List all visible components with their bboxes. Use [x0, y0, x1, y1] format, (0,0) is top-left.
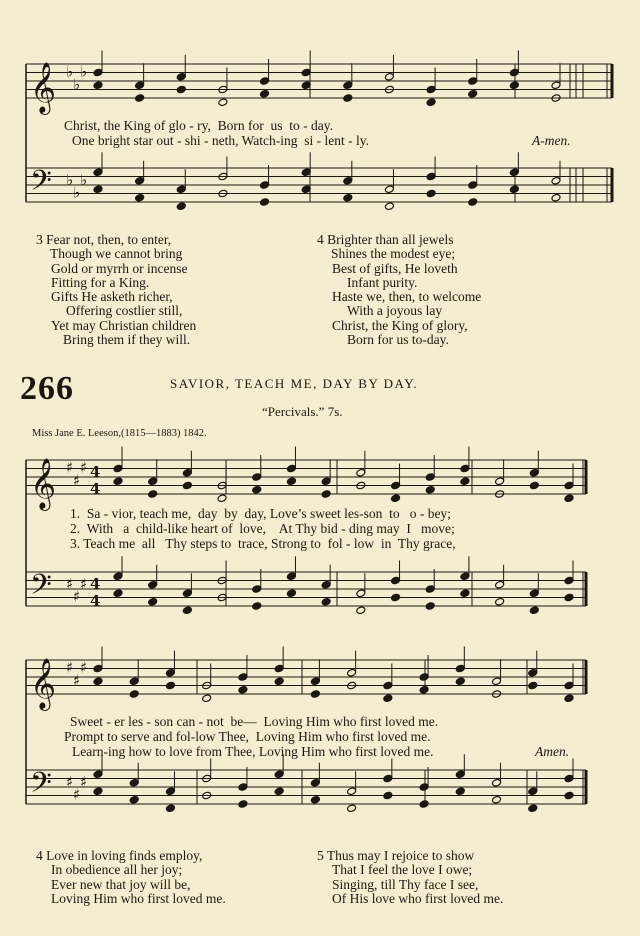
- note-head: [310, 795, 320, 804]
- system3-lyric-line-2: Prompt to serve and fol-low Thee, Loving Him who first loved me.: [64, 729, 431, 744]
- note-head: [113, 464, 123, 473]
- hymn-number: 266: [20, 370, 74, 407]
- hymn-author: Miss Jane E. Leeson,(1815—1883) 1842.: [32, 428, 207, 439]
- note-head: [509, 185, 519, 194]
- note-head: [165, 787, 175, 796]
- verse-line: Born for us to-day.: [347, 332, 449, 348]
- verse-number: 5: [317, 848, 324, 863]
- note-head: [93, 68, 103, 77]
- note-head: [509, 68, 519, 77]
- note-head: [321, 580, 331, 589]
- note-head: [310, 690, 320, 699]
- note-head: [93, 81, 103, 90]
- verse-line: Thus may I rejoice to show: [326, 848, 475, 863]
- note-head: [260, 181, 270, 190]
- verse-line: Ever new that joy will be,: [51, 876, 191, 892]
- verse-bottom-5: [317, 849, 503, 906]
- note-head: [460, 464, 470, 473]
- verse-line: That I feel the love I owe;: [332, 862, 473, 878]
- note-head: [551, 81, 561, 90]
- note-head: [384, 185, 394, 194]
- note-head: [391, 576, 401, 585]
- note-head: [347, 787, 357, 796]
- note-head: [384, 72, 394, 81]
- note-head: [468, 89, 478, 98]
- note-head: [419, 685, 429, 694]
- key-signature-icon: ♯: [66, 458, 74, 477]
- note-head: [252, 602, 262, 611]
- note-head: [551, 193, 561, 202]
- note-head: [93, 168, 103, 177]
- note-head: [419, 800, 429, 809]
- note-head: [460, 572, 470, 581]
- key-signature-icon: ♯: [66, 658, 74, 677]
- note-head: [148, 477, 158, 486]
- system3-lyric-line-3: Learn-ing how to love from Thee, Loving Him who first loved me.: [72, 744, 434, 759]
- note-head: [383, 681, 393, 690]
- note-head: [460, 477, 470, 486]
- time-signature: 4: [90, 575, 101, 593]
- note-head: [529, 468, 539, 477]
- key-signature-icon: ♭: [80, 62, 88, 81]
- note-head: [165, 681, 175, 690]
- verse-line: Fear not, then, to enter,: [46, 232, 172, 247]
- key-signature-icon: ♭: [66, 170, 74, 189]
- note-head: [182, 468, 192, 477]
- verse-line: Love in loving finds employ,: [46, 848, 203, 863]
- note-head: [529, 481, 539, 490]
- note-head: [492, 677, 502, 686]
- note-head: [286, 589, 296, 598]
- note-head: [347, 804, 357, 813]
- note-head: [321, 490, 331, 499]
- system1-lyric-line-2: One bright star out - shi - neth, Watch-ing si - lent - ly.: [72, 133, 369, 148]
- note-head: [176, 185, 186, 194]
- time-signature: 4: [90, 463, 101, 481]
- note-head: [356, 468, 366, 477]
- note-head: [468, 198, 478, 207]
- note-head: [129, 677, 139, 686]
- verse-line: Gold or myrrh or incense: [51, 260, 188, 276]
- note-head: [468, 77, 478, 86]
- note-head: [391, 481, 401, 490]
- note-head: [425, 473, 435, 482]
- note-head: [252, 473, 262, 482]
- note-head: [564, 494, 574, 503]
- key-signature-icon: ♯: [80, 658, 88, 677]
- note-head: [347, 668, 357, 677]
- note-head: [564, 576, 574, 585]
- note-head: [148, 580, 158, 589]
- note-head: [528, 804, 538, 813]
- bass-clef-icon: 𝄢: [30, 766, 52, 807]
- note-head: [343, 81, 353, 90]
- note-head: [343, 176, 353, 185]
- note-head: [135, 176, 145, 185]
- note-head: [495, 597, 505, 606]
- note-head: [113, 477, 123, 486]
- note-head: [455, 677, 465, 686]
- note-head: [528, 668, 538, 677]
- system2-lyric-line-2: 2. With a child-like heart of love, At Thy bid - ding may I move;: [70, 521, 455, 536]
- note-head: [182, 589, 192, 598]
- note-head: [176, 202, 186, 211]
- key-signature-icon: ♯: [80, 574, 88, 593]
- key-signature-icon: ♭: [73, 75, 81, 94]
- note-head: [383, 791, 393, 800]
- note-head: [419, 673, 429, 682]
- note-head: [182, 481, 192, 490]
- treble-clef-icon: 𝄞: [30, 62, 57, 113]
- verse-bottom-4: [36, 849, 226, 906]
- key-signature-icon: ♯: [66, 772, 74, 791]
- verse-line: Loving Him who first loved me.: [51, 890, 226, 906]
- note-head: [148, 490, 158, 499]
- verse-line: Yet may Christian children: [51, 317, 197, 333]
- key-signature-icon: ♯: [73, 471, 81, 490]
- treble-clef-icon: 𝄞: [30, 458, 57, 509]
- note-head: [492, 778, 502, 787]
- note-head: [252, 485, 262, 494]
- note-head: [509, 168, 519, 177]
- note-head: [455, 664, 465, 673]
- note-head: [528, 681, 538, 690]
- note-head: [135, 193, 145, 202]
- system1-amen: A-men.: [532, 133, 571, 148]
- note-head: [218, 98, 228, 107]
- note-head: [217, 494, 227, 503]
- key-signature-icon: ♯: [73, 785, 81, 804]
- system1-lyric-line-1: Christ, the King of glo - ry, Born for us to - day.: [64, 118, 333, 133]
- note-head: [426, 172, 436, 181]
- bass-clef-icon: 𝄢: [30, 164, 52, 205]
- key-signature-icon: ♭: [73, 183, 81, 202]
- note-head: [564, 694, 574, 703]
- note-head: [238, 800, 248, 809]
- key-signature-icon: ♯: [66, 574, 74, 593]
- verse-number: 3: [36, 232, 43, 247]
- note-head: [468, 181, 478, 190]
- note-head: [165, 668, 175, 677]
- note-head: [383, 694, 393, 703]
- hymn-title: SAVIOR, TEACH ME, DAY BY DAY.: [170, 376, 419, 391]
- note-head: [93, 787, 103, 796]
- note-head: [286, 572, 296, 581]
- note-head: [383, 774, 393, 783]
- note-head: [551, 176, 561, 185]
- note-head: [343, 193, 353, 202]
- time-signature: 4: [90, 592, 101, 610]
- verse-line: Singing, till Thy face I see,: [332, 876, 479, 892]
- note-head: [564, 593, 574, 602]
- note-head: [260, 89, 270, 98]
- verse-number: 4: [317, 232, 324, 247]
- note-head: [93, 677, 103, 686]
- note-head: [113, 589, 123, 598]
- verse-line: Gifts He asketh richer,: [51, 289, 173, 305]
- verse-line: Haste we, then, to welcome: [332, 289, 482, 305]
- note-head: [202, 694, 212, 703]
- note-head: [384, 202, 394, 211]
- note-head: [176, 72, 186, 81]
- note-head: [252, 585, 262, 594]
- note-head: [564, 774, 574, 783]
- note-head: [113, 572, 123, 581]
- note-head: [286, 464, 296, 473]
- note-head: [176, 85, 186, 94]
- note-head: [425, 485, 435, 494]
- note-head: [356, 606, 366, 615]
- note-head: [455, 787, 465, 796]
- verse-top-4: [317, 233, 481, 347]
- note-head: [274, 677, 284, 686]
- note-head: [425, 602, 435, 611]
- verse-top-3: [36, 233, 196, 347]
- verse-line: Though we cannot bring: [50, 246, 183, 262]
- note-head: [425, 585, 435, 594]
- note-head: [238, 783, 248, 792]
- key-signature-icon: ♭: [80, 170, 88, 189]
- system2-lyric-line-3: 3. Teach me all Thy steps to trace, Strong to fol - low in Thy grace,: [70, 536, 456, 551]
- note-head: [165, 804, 175, 813]
- note-head: [93, 185, 103, 194]
- note-head: [260, 77, 270, 86]
- note-head: [274, 770, 284, 779]
- verse-line: In obedience all her joy;: [51, 862, 183, 878]
- note-head: [495, 477, 505, 486]
- note-head: [310, 677, 320, 686]
- note-head: [460, 589, 470, 598]
- treble-clef-icon: 𝄞: [30, 658, 57, 709]
- key-signature-icon: ♯: [73, 671, 81, 690]
- note-head: [426, 98, 436, 107]
- verse-line: Bring them if they will.: [63, 332, 191, 348]
- verse-line: Of His love who first loved me.: [332, 890, 504, 906]
- bass-clef-icon: 𝄢: [30, 568, 52, 609]
- note-head: [509, 81, 519, 90]
- key-signature-icon: ♯: [80, 772, 88, 791]
- verse-line: Offering costlier still,: [66, 303, 183, 319]
- system3-lyric-line-1: Sweet - er les - son can - not be— Loving Him who first loved me.: [70, 714, 439, 729]
- note-head: [564, 481, 574, 490]
- note-head: [129, 778, 139, 787]
- note-head: [529, 589, 539, 598]
- system3-amen: Amen.: [535, 744, 570, 759]
- key-signature-icon: ♭: [66, 62, 74, 81]
- verse-line: Christ, the King of glory,: [332, 317, 468, 333]
- verse-number: 4: [36, 848, 43, 863]
- note-head: [529, 606, 539, 615]
- note-head: [356, 589, 366, 598]
- note-head: [426, 85, 436, 94]
- key-signature-icon: ♯: [80, 458, 88, 477]
- note-head: [182, 606, 192, 615]
- note-head: [419, 783, 429, 792]
- note-head: [260, 198, 270, 207]
- note-head: [492, 795, 502, 804]
- note-head: [93, 664, 103, 673]
- note-head: [310, 778, 320, 787]
- note-head: [129, 795, 139, 804]
- note-head: [321, 477, 331, 486]
- note-head: [564, 681, 574, 690]
- note-head: [426, 189, 436, 198]
- system2-lyric-line-1: 1. Sa - vior, teach me, day by day, Love’s sweet les-son to o - bey;: [70, 506, 451, 521]
- verse-line: Shines the modest eye;: [331, 246, 456, 262]
- note-head: [238, 673, 248, 682]
- note-head: [343, 94, 353, 103]
- verse-line: Best of gifts, He loveth: [332, 260, 458, 276]
- note-head: [148, 597, 158, 606]
- note-head: [455, 770, 465, 779]
- note-head: [274, 664, 284, 673]
- verse-line: With a joyous lay: [347, 303, 443, 319]
- note-head: [495, 580, 505, 589]
- verse-line: Infant purity.: [347, 274, 418, 290]
- note-head: [274, 787, 284, 796]
- note-head: [528, 787, 538, 796]
- note-head: [286, 477, 296, 486]
- verse-line: Brighter than all jewels: [327, 232, 454, 247]
- note-head: [135, 81, 145, 90]
- note-head: [129, 690, 139, 699]
- note-head: [238, 685, 248, 694]
- hymn-tune: “Percivals.” 7s.: [262, 404, 343, 419]
- note-head: [391, 593, 401, 602]
- time-signature: 4: [90, 480, 101, 498]
- key-signature-icon: ♯: [73, 587, 81, 606]
- note-head: [93, 770, 103, 779]
- note-head: [135, 94, 145, 103]
- note-head: [391, 494, 401, 503]
- note-head: [564, 791, 574, 800]
- note-head: [321, 597, 331, 606]
- verse-line: Fitting for a King.: [51, 274, 150, 290]
